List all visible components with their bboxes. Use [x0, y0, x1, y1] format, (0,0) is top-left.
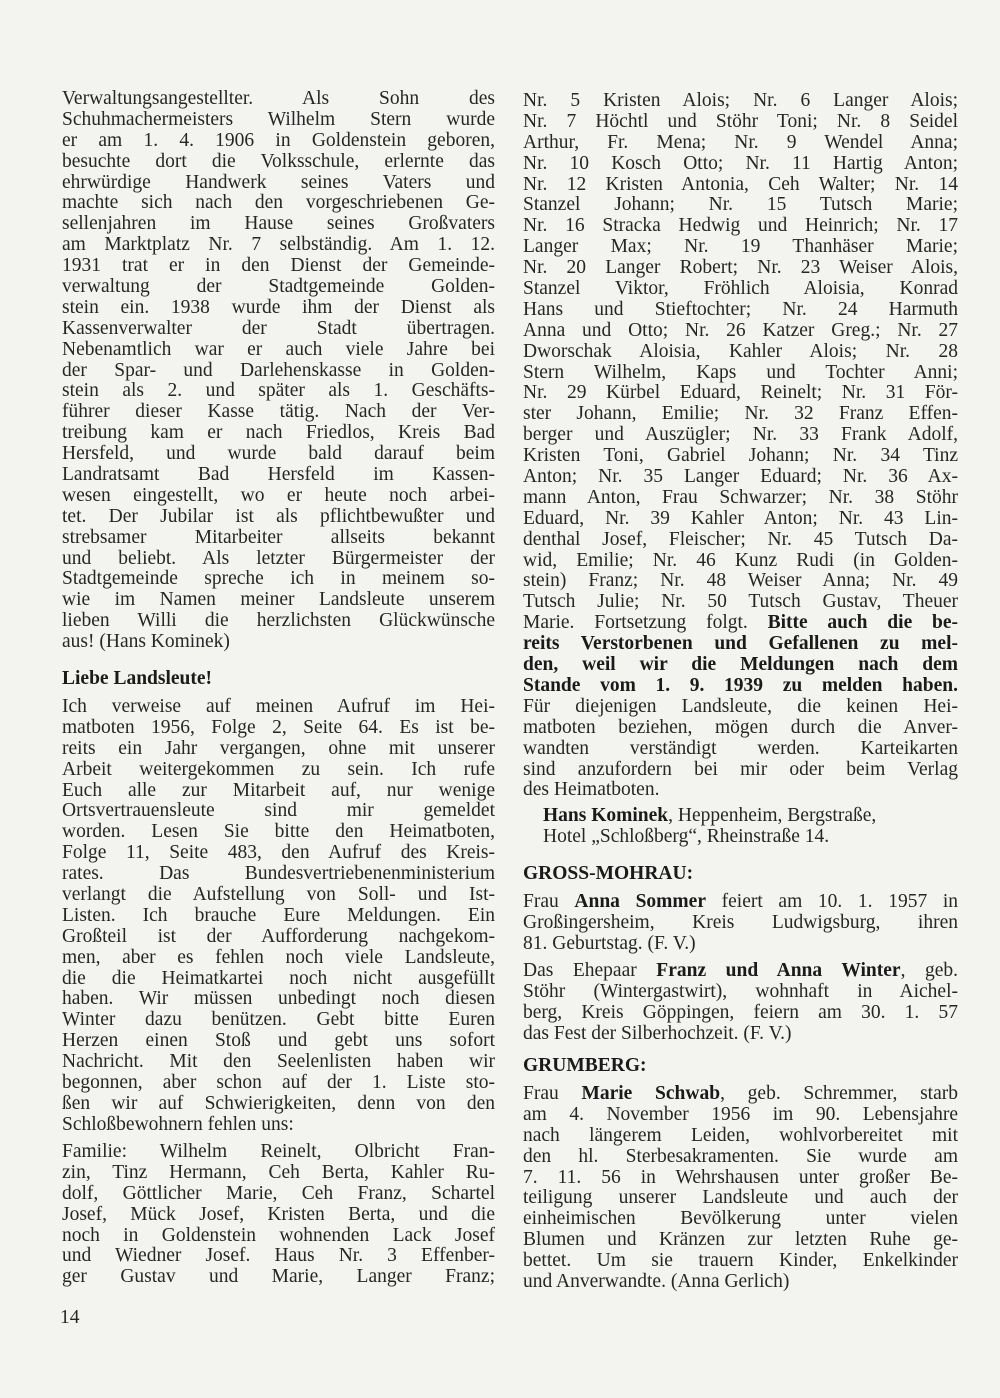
text-line: Arbeit weitergekommen zu sein. Ich rufe — [62, 759, 495, 780]
text-line: 7. 11. 56 in Wehrshausen unter großer Be- — [523, 1167, 958, 1188]
text-segment: , geb. Schremmer, starb — [720, 1084, 958, 1104]
bold-text: Stande vom 1. 9. 1939 zu melden haben. — [523, 675, 958, 696]
text-line: tet. Der Jubilar ist als pflichtbewußter und — [62, 506, 495, 527]
text-line: haben. Wir müssen unbedingt noch diesen — [62, 989, 495, 1010]
text-line: und Anverwandte. (Anna Gerlich) — [523, 1272, 790, 1293]
text-line: Für diejenigen Landsleute, die keinen Hei- — [523, 696, 958, 717]
text-line: Stern Wilhelm, Kaps und Tochter Anni; — [523, 362, 958, 383]
text-line: der Spar- und Darlehenskasse in Golden- — [62, 360, 495, 381]
text-segment: , Heppenheim, Bergstraße, — [668, 806, 877, 826]
text-segment: Frau — [523, 892, 575, 912]
text-line: stein ein. 1938 wurde ihm der Dienst als — [62, 297, 495, 318]
text-line: bettet. Um sie trauern Kinder, Enkelkinder — [523, 1251, 958, 1272]
text-line: ger Gustav und Marie, Langer Franz; — [62, 1267, 495, 1288]
text-line: Arthur, Fr. Mena; Nr. 9 Wendel Anna; — [523, 132, 958, 153]
text-line: führer dieser Kasse tätig. Nach der Ver- — [62, 402, 495, 423]
text-line: Nr. 20 Langer Robert; Nr. 23 Weiser Alois, — [523, 258, 958, 279]
text-line: stein als 2. und später als 1. Geschäfts- — [62, 381, 495, 402]
text-segment: Frau — [523, 1084, 582, 1104]
text-line — [523, 655, 958, 676]
text-line: strebsamer Mitarbeiter allseits bekannt — [62, 527, 495, 548]
text-line: denthal Josef, Fleischer; Nr. 45 Tutsch Da- — [523, 529, 958, 550]
text-line: Nebenamtlich war er auch viele Jahre bei — [62, 339, 495, 360]
text-line: teiligung unserer Landsleute und auch der — [523, 1188, 958, 1209]
text-line: machte sich nach den vorgeschriebenen Ge- — [62, 193, 495, 214]
bold-text: Franz und Anna Winter — [656, 961, 901, 981]
text-line: ßen wir auf Schwierigkeiten, denn von den — [62, 1093, 495, 1114]
text-line: Ich verweise auf meinen Aufruf im Hei- — [62, 697, 495, 717]
paragraph — [523, 892, 958, 955]
text-line: die die Heimatkartei noch nicht ausgefüllt — [62, 968, 495, 989]
text-line: aus! (Hans Kominek) — [62, 632, 230, 653]
text-line: wie im Namen meiner Landsleute unserem — [62, 590, 495, 611]
text-line: Kassenverwalter der Stadt übertragen. — [62, 318, 495, 339]
text-line: begonnen, aber schon auf der 1. Liste sto- — [62, 1073, 495, 1094]
text-line: Winter dazu benützen. Gebt bitte Euren — [62, 1010, 495, 1031]
text-line: Nr. 29 Kürbel Eduard, Reinelt; Nr. 31 För- — [523, 383, 958, 404]
text-line: Tutsch Julie; Nr. 50 Tutsch Gustav, Theuer — [523, 592, 958, 613]
text-segment: feiert am 10. 1. 1957 in — [705, 892, 958, 912]
text-line: Hersfeld, und wurde bald darauf beim — [62, 444, 495, 465]
text-line: Stadtgemeinde spreche ich in meinem so- — [62, 569, 495, 590]
paragraph — [62, 1142, 495, 1288]
text-line: berger und Auszügler; Nr. 33 Frank Adolf, — [523, 425, 958, 446]
text-line: dolf, Göttlicher Marie, Ceh Franz, Schartel — [62, 1183, 495, 1204]
text-line: und beliebt. Als letzter Bürgermeister der — [62, 548, 495, 569]
paragraph — [62, 697, 495, 1136]
text-line: Nr. 7 Höchtl und Stöhr Toni; Nr. 8 Seidel — [523, 111, 958, 132]
section-heading — [523, 1056, 958, 1077]
text-line: matboten beziehen, mögen durch die Anver- — [523, 717, 958, 738]
text-line: Dworschak Aloisia, Kahler Alois; Nr. 28 — [523, 341, 958, 362]
section-heading — [523, 864, 958, 885]
bold-text: Bitte auch die be- — [767, 613, 958, 634]
text-segment: Marie. Fortsetzung folgt. — [523, 613, 768, 634]
text-line: mann Anton, Frau Schwarzer; Nr. 38 Stöhr — [523, 487, 958, 508]
signature-block — [523, 806, 958, 848]
paragraph — [523, 1084, 958, 1293]
text-line: sind anzufordern bei mir oder beim Verlag — [523, 759, 958, 780]
bold-text: Hans Kominek — [543, 806, 669, 826]
text-line — [523, 676, 958, 697]
text-line: treibung kam er nach Friedlos, Kreis Bad — [62, 423, 495, 444]
text-segment: Das Ehepaar — [523, 961, 657, 981]
text-line: ster Johann, Emilie; Nr. 32 Franz Effen- — [523, 404, 958, 425]
text-line: Nr. 12 Kristen Antonia, Ceh Walter; Nr. 14 — [523, 174, 958, 195]
section-heading — [62, 669, 495, 690]
text-line: Familie: Wilhelm Reinelt, Olbricht Fran- — [62, 1142, 495, 1162]
text-line: Liebe Landsleute! — [62, 669, 213, 689]
paragraph — [523, 91, 958, 801]
text-line: verlangt die Aufstellung von Soll- und Ist- — [62, 885, 495, 906]
text-line — [523, 892, 958, 913]
text-line: wesen eingestellt, wo er heute noch arbei- — [62, 485, 495, 506]
text-line: men, aber es fehlen noch viele Landsleute, — [62, 947, 495, 968]
text-line: wid, Emilie; Nr. 46 Kunz Rudi (in Golden- — [523, 550, 958, 571]
text-line: Ortsvertrauensleute sind mir gemeldet — [62, 801, 495, 822]
text-line: Schloßbewohnern fehlen uns: — [62, 1114, 294, 1135]
bold-text: Marie Schwab — [581, 1084, 721, 1104]
text-line: Anna und Otto; Nr. 26 Katzer Greg.; Nr. 27 — [523, 320, 958, 341]
text-line: Kristen Toni, Gabriel Johann; Nr. 34 Tinz — [523, 446, 958, 467]
text-line — [523, 961, 958, 982]
text-line: noch in Goldenstein wohnenden Lack Josef — [62, 1225, 495, 1246]
text-line: worden. Lesen Sie bitte den Heimatboten, — [62, 822, 495, 843]
text-line: am 4. November 1956 im 90. Lebensjahre — [523, 1104, 958, 1125]
text-line: Herzen einen Stoß und gebt uns sofort — [62, 1031, 495, 1052]
text-line: Landratsamt Bad Hersfeld im Kassen- — [62, 465, 495, 486]
text-line: GRUMBERG: — [523, 1056, 647, 1076]
text-line: Nachricht. Mit den Seelenlisten haben wir — [62, 1052, 495, 1073]
text-line — [523, 806, 958, 827]
text-line: Blumen und Kränzen zur letzten Ruhe ge- — [523, 1230, 958, 1251]
text-line: zin, Tinz Hermann, Ceh Berta, Kahler Ru- — [62, 1162, 495, 1183]
text-line: am Marktplatz Nr. 7 selbständig. Am 1. 12. — [62, 235, 495, 256]
text-line: Anton; Nr. 35 Langer Eduard; Nr. 36 Ax- — [523, 467, 958, 488]
text-line: Schuhmachermeisters Wilhelm Stern wurde — [62, 109, 495, 130]
text-line: nach längerem Leiden, wohlvorbereitet mit — [523, 1125, 958, 1146]
text-line: Nr. 5 Kristen Alois; Nr. 6 Langer Alois; — [523, 91, 958, 111]
text-line: Euch alle zur Mitarbeit auf, nur wenige — [62, 780, 495, 801]
text-line: Stanzel Viktor, Fröhlich Aloisia, Konrad — [523, 279, 958, 300]
text-line: reits ein Jahr vergangen, ohne mit unserer — [62, 738, 495, 759]
text-line: Hotel „Schloßberg“, Rheinstraße 14. — [543, 826, 830, 847]
text-segment: , geb. — [900, 961, 958, 981]
text-line: Großingersheim, Kreis Ludwigsburg, ihren — [523, 912, 958, 933]
text-line: Eduard, Nr. 39 Kahler Anton; Nr. 43 Lin- — [523, 508, 958, 529]
text-line: rates. Das Bundesvertriebenenministerium — [62, 864, 495, 885]
text-line: Listen. Ich brauche Eure Meldungen. Ein — [62, 905, 495, 926]
text-line: matboten 1956, Folge 2, Seite 64. Es ist be- — [62, 717, 495, 738]
text-line: besuchte dort die Volksschule, erlernte das — [62, 151, 495, 172]
text-line: Stöhr (Wintergastwirt), wohnhaft in Aichel- — [523, 981, 958, 1002]
text-line: Nr. 16 Stracka Hedwig und Heinrich; Nr. 17 — [523, 216, 958, 237]
page-number: 14 — [60, 1307, 80, 1328]
text-line: berg, Kreis Göppingen, feiern am 30. 1. 57 — [523, 1002, 958, 1023]
bold-text: den, weil wir die Meldungen nach dem — [523, 655, 958, 676]
text-line: und Wiedner Josef. Haus Nr. 3 Effenber- — [62, 1246, 495, 1267]
text-line: wandten verständigt werden. Karteikarten — [523, 738, 958, 759]
text-line: Nr. 10 Kosch Otto; Nr. 11 Hartig Anton; — [523, 153, 958, 174]
text-line — [523, 634, 958, 655]
text-line — [523, 1084, 958, 1105]
text-line: ehrwürdige Handwerk seines Vaters und — [62, 172, 495, 193]
text-line: den hl. Sterbesakramenten. Sie wurde am — [523, 1146, 958, 1167]
text-line: stein) Franz; Nr. 48 Weiser Anna; Nr. 49 — [523, 571, 958, 592]
text-line: sellenjahren im Hause seines Großvaters — [62, 214, 495, 235]
text-line: Langer Max; Nr. 19 Thanhäser Marie; — [523, 237, 958, 258]
paragraph — [523, 961, 958, 1045]
text-line: GROSS-MOHRAU: — [523, 864, 694, 884]
text-line: Josef, Mück Josef, Kristen Berta, und die — [62, 1204, 495, 1225]
bold-text: reits Verstorbenen und Gefallenen zu mel- — [523, 634, 958, 655]
bold-text: Anna Sommer — [574, 892, 706, 912]
text-line: Stanzel Johann; Nr. 15 Tutsch Marie; — [523, 195, 958, 216]
text-line: Verwaltungsangestellter. Als Sohn des — [62, 89, 495, 109]
text-line: verwaltung der Stadtgemeinde Golden- — [62, 277, 495, 298]
text-line: lieben Willi die herzlichsten Glückwünsche — [62, 611, 495, 632]
paragraph — [62, 89, 495, 653]
text-line: das Fest der Silberhochzeit. (F. V.) — [523, 1023, 792, 1044]
text-line: 81. Geburtstag. (F. V.) — [523, 933, 696, 954]
text-line: Hans und Stieftochter; Nr. 24 Harmuth — [523, 299, 958, 320]
text-line: des Heimatboten. — [523, 780, 660, 801]
text-line: 1931 trat er in den Dienst der Gemeinde- — [62, 256, 495, 277]
text-line: Folge 11, Seite 483, den Aufruf des Kreis- — [62, 843, 495, 864]
text-line: er am 1. 4. 1906 in Goldenstein geboren, — [62, 130, 495, 151]
text-line: einheimischen Bevölkerung unter vielen — [523, 1209, 958, 1230]
text-line — [523, 613, 958, 634]
text-line: Großteil ist der Aufforderung nachgekom- — [62, 926, 495, 947]
